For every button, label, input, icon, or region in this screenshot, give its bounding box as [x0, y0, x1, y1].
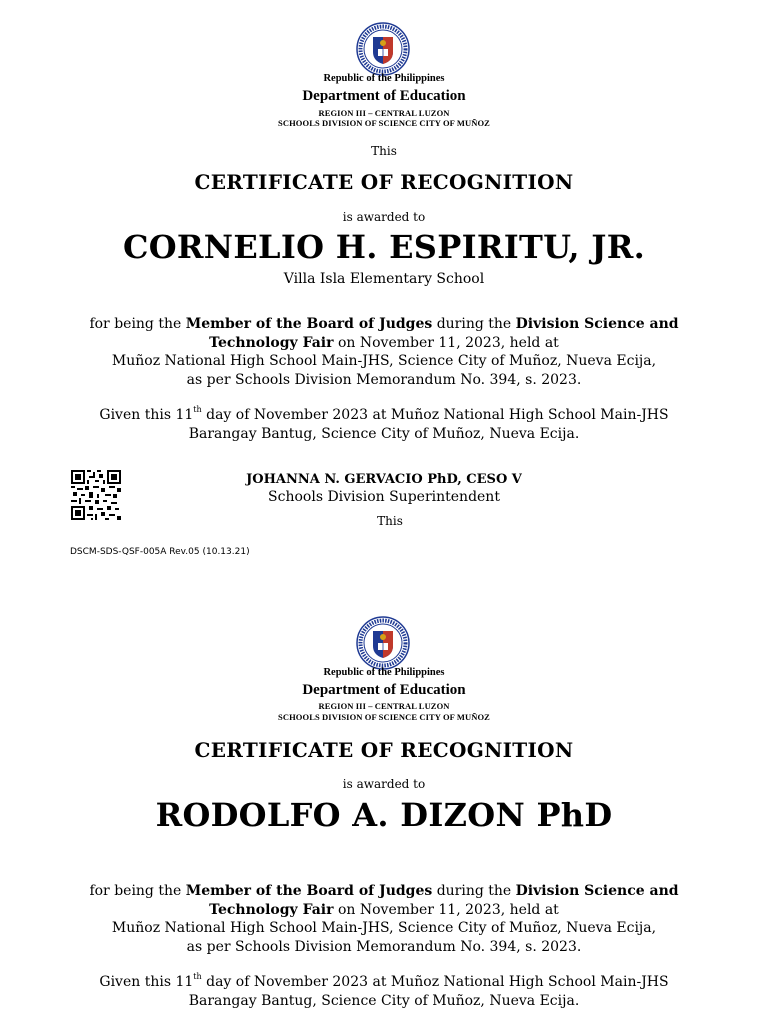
given-paragraph [0, 973, 768, 1010]
certificate-2 [0, 600, 768, 1024]
role-text: Member of the Board of Judges [185, 316, 433, 332]
region-label: REGION III – CENTRAL LUZON [318, 701, 450, 711]
given-line-1: Given this 11th day of November 2023 at Muñoz National High School Main-JHS [99, 405, 669, 423]
body-paragraph [0, 315, 768, 389]
body-line-3: Muñoz National High School Main-JHS, Science City of Muñoz, Nueva Ecija, [111, 920, 657, 936]
given-paragraph [0, 406, 768, 443]
certificate-title: CERTIFICATE OF RECOGNITION [194, 170, 574, 194]
role-text: Member of the Board of Judges [185, 883, 433, 899]
department-name: Department of Education [302, 682, 466, 698]
signatory-name: JOHANNA N. GERVACIO PhD, CESO V [246, 472, 522, 487]
body-line-1: for being the Member of the Board of Judges during the Division Science and [89, 883, 679, 899]
event-text-2: Technology Fair [209, 334, 334, 351]
certificate-title: CERTIFICATE OF RECOGNITION [194, 738, 574, 762]
body-line-3: Muñoz National High School Main-JHS, Science City of Muñoz, Nueva Ecija, [111, 353, 657, 369]
recipient-school: Villa Isla Elementary School [283, 271, 485, 287]
given-line-2: Barangay Bantug, Science City of Muñoz, Nueva Ecija. [188, 425, 580, 442]
recipient-name: RODOLFO A. DIZON PhD [155, 796, 613, 834]
awarded-to-label: is awarded to [342, 777, 426, 791]
body-line-4: as per Schools Division Memorandum No. 394, s. 2023. [186, 938, 582, 955]
division-label: SCHOOLS DIVISION OF SCIENCE CITY OF MUÑOZ [278, 118, 490, 128]
this-label: This [371, 144, 397, 158]
signatory-title: Schools Division Superintendent [268, 489, 500, 505]
republic-label: Republic of the Philippines [323, 667, 445, 678]
event-text-1: Division Science and [515, 883, 679, 899]
recipient-name: CORNELIO H. ESPIRITU, JR. [122, 228, 646, 266]
given-line-1: Given this 11th day of November 2023 at Muñoz National High School Main-JHS [99, 972, 669, 990]
division-label: SCHOOLS DIVISION OF SCIENCE CITY OF MUÑOZ [278, 712, 490, 722]
given-line-2: Barangay Bantug, Science City of Muñoz, Nueva Ecija. [188, 992, 580, 1009]
form-code: DSCM-SDS-QSF-005A Rev.05 (10.13.21) [70, 547, 250, 557]
deped-seal-icon [356, 22, 410, 76]
department-name: Department of Education [302, 88, 466, 104]
event-text-2: Technology Fair [209, 901, 334, 918]
body-line-4: as per Schools Division Memorandum No. 394, s. 2023. [186, 371, 582, 388]
awarded-to-label: is awarded to [342, 210, 426, 224]
body-line-1: for being the Member of the Board of Judges during the Division Science and [89, 316, 679, 332]
body-line-2: Technology Fair on November 11, 2023, held at [209, 334, 559, 351]
deped-seal-icon [356, 616, 410, 670]
body-line-2: Technology Fair on November 11, 2023, held at [209, 901, 559, 918]
body-paragraph [0, 882, 768, 956]
republic-label: Republic of the Philippines [323, 73, 445, 84]
trailing-this-label: This [377, 514, 403, 528]
event-text-1: Division Science and [515, 316, 679, 332]
region-label: REGION III – CENTRAL LUZON [318, 108, 450, 118]
